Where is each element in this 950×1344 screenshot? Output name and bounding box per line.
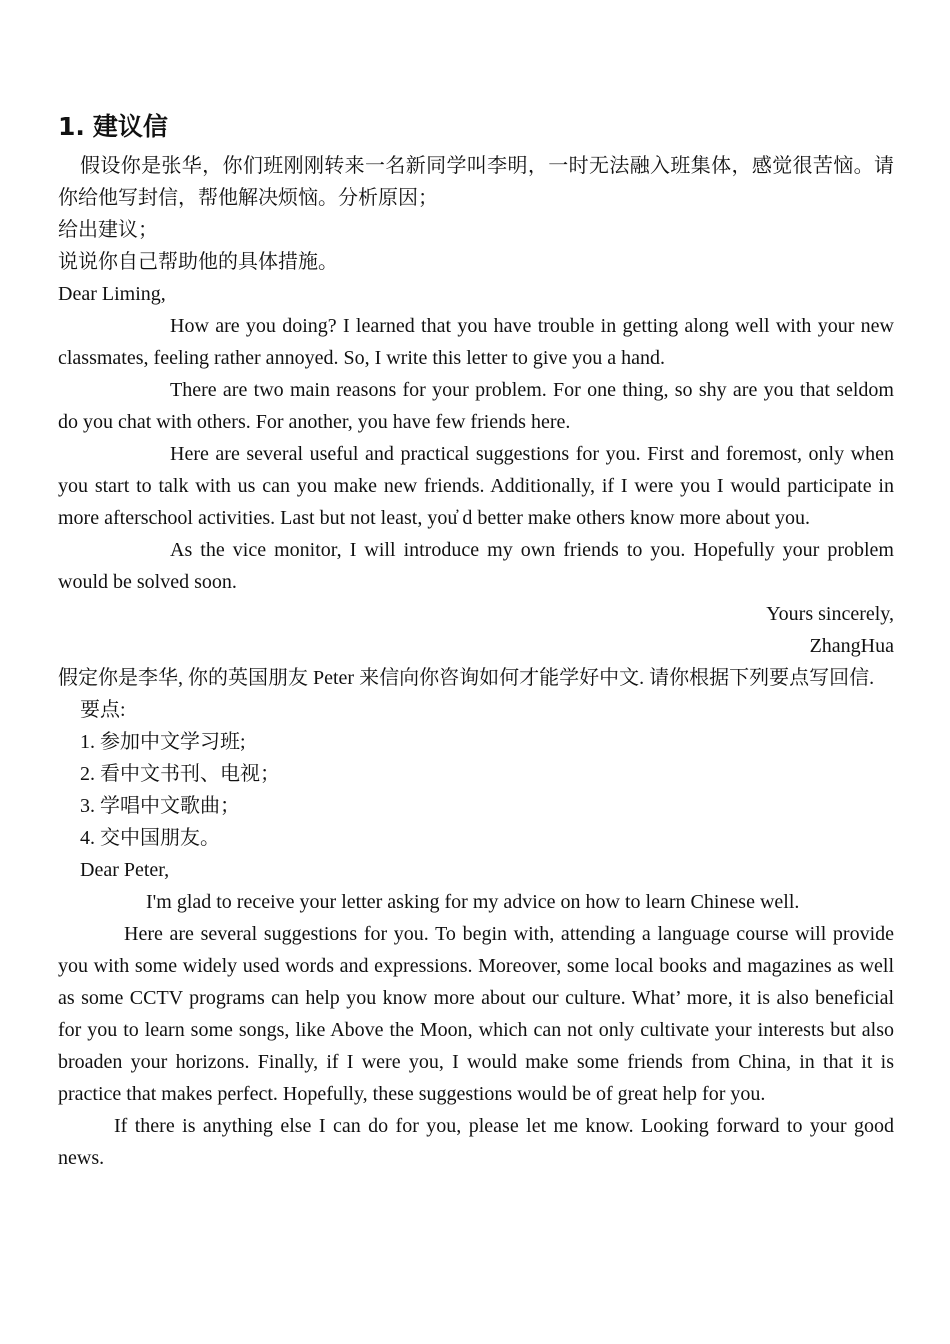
section-number: 1. <box>58 112 85 141</box>
letter-1-closing: Yours sincerely, <box>766 603 894 625</box>
prompt-paragraph-2: 给出建议； <box>58 219 158 241</box>
letter-1-signature: ZhangHua <box>809 635 894 657</box>
letter-2-paragraph-3: If there is anything else I can do for you, please let me know. Looking forward to your good news. <box>58 1115 894 1169</box>
point-item: 1. 参加中文学习班; <box>80 731 246 753</box>
prompt-paragraph-3: 说说你自己帮助他的具体措施。 <box>58 251 338 273</box>
prompt-paragraph-1: 假设你是张华，你们班刚刚转来一名新同学叫李明，一时无法融入班集体，感觉很苦恼。请你给他写封信，帮他解决烦恼。分析原因； <box>58 155 894 209</box>
letter-1-salutation: Dear Liming, <box>58 283 166 305</box>
letter-1-paragraph-2: There are two main reasons for your problem. For one thing, so shy are you that seldom do you chat with others. For another, you have few friends here. <box>58 379 894 433</box>
letter-1-paragraph-1: How are you doing? I learned that you have trouble in getting along well with your new classmates, feeling rather annoyed. So, I write this letter to give you a hand. <box>58 315 894 369</box>
letter-1-paragraph-3: Here are several useful and practical suggestions for you. First and foremost, only when you start to talk with us can you make new friends. Additionally, if I were you I would participate in more afterschool activities. Last but not least, you̓ d better make others know more about you. <box>58 443 894 529</box>
letter-1-paragraph-4: As the vice monitor, I will introduce my own friends to you. Hopefully your problem would be solved soon. <box>58 539 894 593</box>
section-title-text: 建议信 <box>92 112 168 141</box>
point-item: 4. 交中国朋友。 <box>80 827 220 849</box>
point-item: 3. 学唱中文歌曲； <box>80 795 240 817</box>
points-label: 要点: <box>80 699 126 721</box>
section-2-prompt: 假定你是李华, 你的英国朋友 Peter 来信向你咨询如何才能学好中文. 请你根据下列要点写回信. <box>58 667 875 689</box>
letter-2-paragraph-2: Here are several suggestions for you. To begin with, attending a language course will provide you with some widely used words and expressions. Moreover, some local books and magazines as well as some CCTV programs can help you know more about our culture. What’ more, it is also beneficial for you to learn some songs, like Above the Moon, which can not only cultivate your interests but also broaden your horizons. Finally, if I were you, I would make some friends from China, in that it is practice that makes perfect. Hopefully, these suggestions would be of great help for you. <box>58 923 894 1105</box>
letter-2-salutation: Dear Peter, <box>80 859 170 881</box>
point-item: 2. 看中文书刊、电视； <box>80 763 280 785</box>
section-1-title <box>58 108 894 146</box>
letter-2-paragraph-1: I'm glad to receive your letter asking for my advice on how to learn Chinese well. <box>146 891 800 913</box>
